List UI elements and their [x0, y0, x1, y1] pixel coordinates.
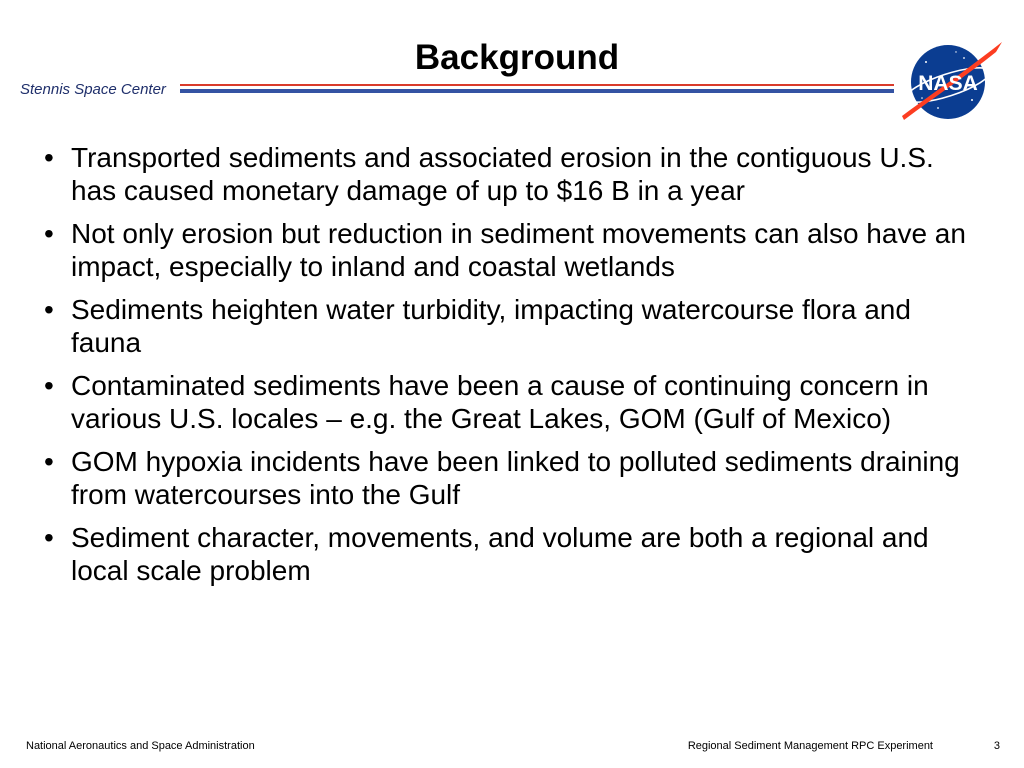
bullet-dot-icon: •	[44, 370, 54, 401]
bullet-text: Sediments heighten water turbidity, impacting watercourse flora and fauna	[71, 294, 911, 358]
bullet-text: Transported sediments and associated erosion in the contiguous U.S. has caused monetary damage of up to $16 B in a year	[71, 142, 934, 206]
list-item	[44, 521, 974, 587]
bullet-dot-icon: •	[44, 446, 54, 477]
bullet-list	[44, 141, 974, 597]
list-item	[44, 369, 974, 435]
bullet-dot-icon: •	[44, 218, 54, 249]
page-number: 3	[993, 740, 1000, 752]
slide-title: Background	[414, 38, 620, 77]
bullet-dot-icon: •	[44, 142, 54, 173]
header-rule-red	[180, 84, 894, 86]
nasa-logo-text: NASA	[918, 72, 978, 95]
nasa-logo	[896, 38, 1006, 126]
list-item	[44, 217, 974, 283]
list-item	[44, 293, 974, 359]
bullet-text: Sediment character, movements, and volume are both a regional and local scale problem	[71, 522, 929, 586]
header-rule-blue	[180, 89, 894, 93]
footer-presentation-title: Regional Sediment Management RPC Experiment	[687, 740, 933, 752]
list-item	[44, 445, 974, 511]
list-item	[44, 141, 974, 207]
bullet-text: Not only erosion but reduction in sediment movements can also have an impact, especially to inland and coastal wetlands	[71, 218, 966, 282]
center-name: Stennis Space Center	[20, 81, 166, 98]
bullet-dot-icon: •	[44, 294, 54, 325]
bullet-text: Contaminated sediments have been a cause of continuing concern in various U.S. locales – e.g. the Great Lakes, GOM (Gulf of Mexico)	[71, 370, 929, 434]
footer-organization: National Aeronautics and Space Administration	[26, 740, 255, 752]
bullet-dot-icon: •	[44, 522, 54, 553]
bullet-text: GOM hypoxia incidents have been linked to polluted sediments draining from watercourses into the Gulf	[71, 446, 960, 510]
